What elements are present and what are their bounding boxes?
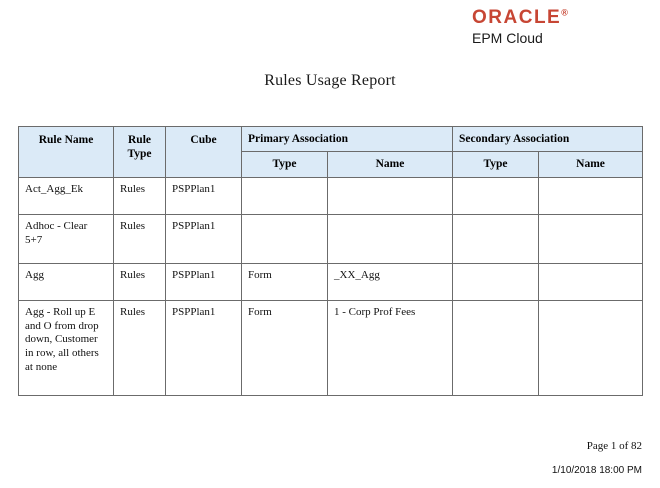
- column-header-primary-association: Primary Association: [242, 127, 453, 152]
- cell-cube: PSPPlan1: [166, 177, 242, 214]
- cell-primary-name: [328, 177, 453, 214]
- cell-primary-type: Form: [242, 300, 328, 395]
- column-header-rule-name: Rule Name: [19, 127, 114, 178]
- oracle-logo: [472, 8, 642, 27]
- cell-rule-name: Agg - Roll up E and O from drop down, Customer in row, all others at none: [19, 300, 114, 395]
- cell-rule-name: Adhoc - Clear 5+7: [19, 214, 114, 263]
- table-row: [19, 177, 643, 214]
- cell-rule-type: Rules: [114, 177, 166, 214]
- cell-secondary-name: [539, 263, 643, 300]
- cell-primary-name: [328, 214, 453, 263]
- cell-primary-name: _XX_Agg: [328, 263, 453, 300]
- column-header-cube: Cube: [166, 127, 242, 178]
- cell-secondary-name: [539, 214, 643, 263]
- oracle-wordmark: ORACLE: [472, 7, 562, 28]
- table-header: [19, 127, 643, 178]
- column-header-rule-type: Rule Type: [114, 127, 166, 178]
- cell-secondary-name: [539, 300, 643, 395]
- cell-secondary-type: [453, 214, 539, 263]
- cell-rule-type: Rules: [114, 263, 166, 300]
- cell-primary-name: 1 - Corp Prof Fees: [328, 300, 453, 395]
- cell-rule-name: Act_Agg_Ek: [19, 177, 114, 214]
- cell-cube: PSPPlan1: [166, 214, 242, 263]
- cell-rule-name: Agg: [19, 263, 114, 300]
- cell-secondary-type: [453, 263, 539, 300]
- cell-primary-type: [242, 214, 328, 263]
- column-header-secondary-name: Name: [539, 152, 643, 177]
- column-header-secondary-association: Secondary Association: [453, 127, 643, 152]
- cell-rule-type: Rules: [114, 214, 166, 263]
- column-header-primary-name: Name: [328, 152, 453, 177]
- table-body: [19, 177, 643, 395]
- page-number: Page 1 of 82: [586, 440, 642, 452]
- column-header-primary-type: Type: [242, 152, 328, 177]
- product-name: EPM Cloud: [472, 30, 543, 46]
- cell-rule-type: Rules: [114, 300, 166, 395]
- table-row: [19, 263, 643, 300]
- page-title: Rules Usage Report: [264, 72, 396, 89]
- cell-secondary-name: [539, 177, 643, 214]
- report-timestamp: 1/10/2018 18:00 PM: [551, 465, 642, 476]
- oracle-branding: [472, 8, 642, 45]
- rules-usage-table: [18, 126, 643, 396]
- cell-cube: PSPPlan1: [166, 300, 242, 395]
- cell-cube: PSPPlan1: [166, 263, 242, 300]
- cell-primary-type: [242, 177, 328, 214]
- cell-secondary-type: [453, 300, 539, 395]
- rules-usage-table-container: [18, 126, 642, 396]
- cell-secondary-type: [453, 177, 539, 214]
- table-header-row-group: [19, 127, 643, 152]
- registered-mark-icon: ®: [561, 7, 568, 18]
- cell-primary-type: Form: [242, 263, 328, 300]
- column-header-secondary-type: Type: [453, 152, 539, 177]
- table-row: [19, 300, 643, 395]
- table-row: [19, 214, 643, 263]
